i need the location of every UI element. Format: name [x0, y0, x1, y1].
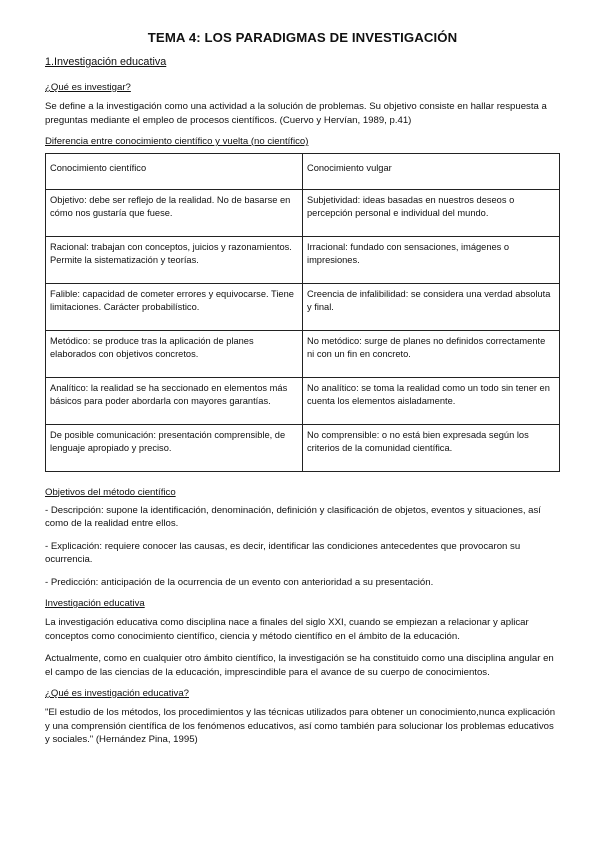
paragraph-investigacion: Actualmente, como en cualquier otro ámbito científico, la investigación se ha constituido como una disciplina angular en el campo de las ciencias de la educación, imprescindible para el avance de su cuerpo de conocimientos.: [45, 653, 554, 678]
table-row: [46, 189, 560, 236]
table-cell: Subjetividad: ideas basadas en nuestros deseos o percepción personal e individual del mundo.: [303, 189, 560, 236]
list-item: - Descripción: supone la identificación, denominación, definición y clasificación de objetos, eventos y situaciones, así como de la realidad entre ellos.: [45, 504, 541, 529]
page-title: TEMA 4: LOS PARADIGMAS DE INVESTIGACIÓN: [147, 30, 458, 45]
subheading-que-es-investigar: ¿Qué es investigar?: [45, 82, 131, 93]
paragraph-cita: "El estudio de los métodos, los procedimientos y las técnicas utilizados para obtener un conocimiento,nunca explicación y una comprensión científica de los fenómenos educativos, así como también para solucionar los problemas educativos y sociales." (Hernández Pina, 1995): [45, 707, 556, 745]
table-cell: No metódico: surge de planes no definidos correctamente ni con un fin en concreto.: [303, 330, 560, 377]
table-cell: Analítico: la realidad se ha seccionado en elementos más básicos para poder abordarla con mayores garantías.: [46, 377, 303, 424]
table-row: [46, 283, 560, 330]
section-heading: 1.Investigación educativa: [45, 56, 167, 68]
table-cell: De posible comunicación: presentación comprensible, de lenguaje apropiado y preciso.: [46, 424, 303, 471]
subheading-que-es-investigacion-educativa: ¿Qué es investigación educativa?: [45, 688, 189, 699]
list-item: - Explicación: requiere conocer las causas, es decir, identificar las condiciones antecedentes que provocaron su ocurrencia.: [45, 540, 521, 565]
paragraph-investigacion: La investigación educativa como disciplina nace a finales del siglo XXI, cuando se empiezan a relacionar y aplicar conceptos como conocimiento científico, ciencia y método científico en el ámbito de la educación.: [45, 617, 529, 642]
table-cell: Metódico: se produce tras la aplicación de planes elaborados con objetivos concretos.: [46, 330, 303, 377]
table-row: [46, 236, 560, 283]
table-cell: Creencia de infalibilidad: se considera una verdad absoluta y final.: [303, 283, 560, 330]
document-page: [45, 30, 560, 756]
subheading-objetivos: Objetivos del método científico: [45, 486, 176, 498]
table-cell: Racional: trabajan con conceptos, juicios y razonamientos. Permite la sistematización y teorías.: [46, 236, 303, 283]
table-cell: Irracional: fundado con sensaciones, imágenes o impresiones.: [303, 236, 560, 283]
table-header-row: [46, 154, 560, 190]
subheading-diferencia: Diferencia entre conocimiento científico y vuelta (no científico): [45, 136, 309, 147]
subheading-investigacion-educativa: Investigación educativa: [45, 598, 145, 609]
comparison-table: [45, 153, 560, 472]
table-row: [46, 330, 560, 377]
table-row: [46, 377, 560, 424]
table-cell: Objetivo: debe ser reflejo de la realidad. No de basarse en cómo nos gustaría que fuese.: [46, 189, 303, 236]
table-row: [46, 424, 560, 471]
table-cell: Falible: capacidad de cometer errores y equivocarse. Tiene limitaciones. Carácter probabilístico.: [46, 283, 303, 330]
table-header-cell: Conocimiento vulgar: [303, 154, 560, 190]
table-header-cell: Conocimiento científico: [46, 154, 303, 190]
paragraph-definicion: Se define a la investigación como una actividad a la solución de problemas. Su objetivo consiste en hallar respuesta a preguntas mediante el empleo de procesos científicos. (Cuervo y Hervían, 1989, p.41): [45, 101, 547, 126]
table-cell: No comprensible: o no está bien expresada según los criterios de la comunidad científica.: [303, 424, 560, 471]
list-item: - Predicción: anticipación de la ocurrencia de un evento con anterioridad a su presentación.: [45, 576, 434, 588]
table-cell: No analítico: se toma la realidad como un todo sin tener en cuenta los elementos aisladamente.: [303, 377, 560, 424]
